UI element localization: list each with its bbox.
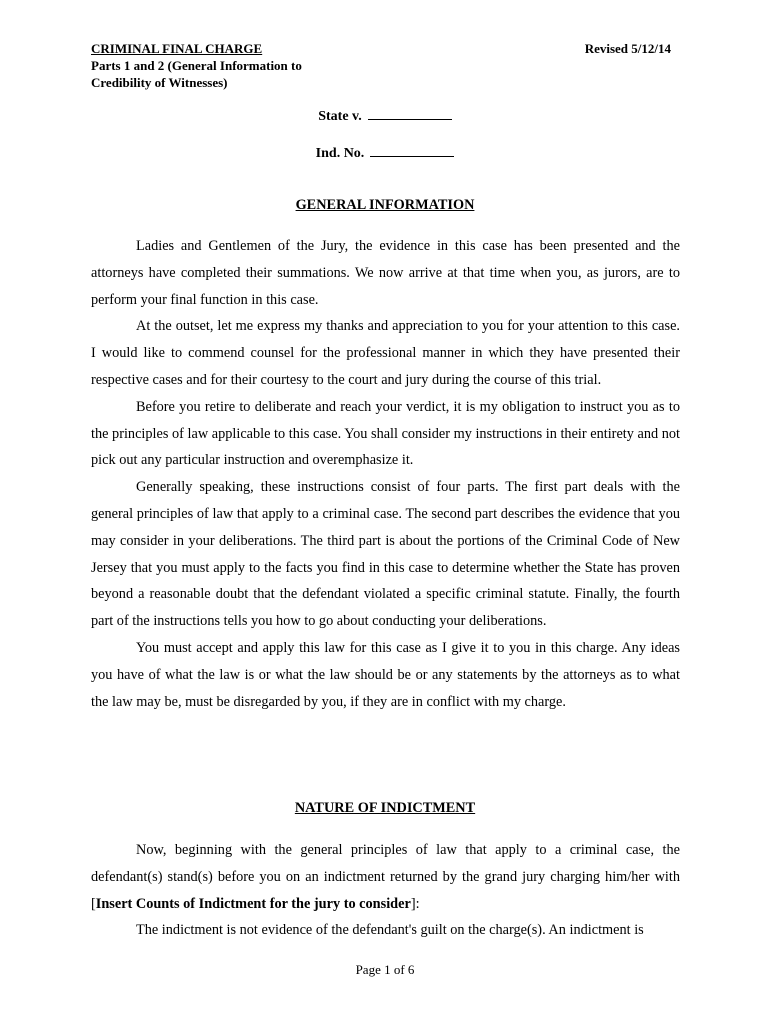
state-label: State v. <box>318 109 362 124</box>
ind-no-blank-line <box>370 144 454 157</box>
document-header <box>91 40 671 91</box>
paragraph: At the outset, let me express my thanks and appreciation to you for your attention to this case. I would like to commend counsel for the professional manner in which they have presented their respective cases and for their courtesy to the court and jury during the course of this trial. <box>91 318 680 388</box>
paragraph-text: Now, beginning with the general principles of law that apply to a criminal case, the defendant(s) stand(s) before you on an indictment returned by the grand jury charging him/her with [ <box>91 842 680 912</box>
revised-date: Revised 5/12/14 <box>584 41 671 56</box>
charge-subtitle-line-1: Parts 1 and 2 (General Information to <box>91 58 302 73</box>
paragraph: Generally speaking, these instructions consist of four parts. The first part deals with the general principles of law that apply to a criminal case. The second part describes the evidence that you may consider in your deliberations. The third part is about the portions of the Criminal Code of New Jersey that you must apply to the facts you find in this case to determine whether the State has proven beyond a reasonable doubt that the defendant violated a specific criminal statute. Finally, the fourth part of the instructions tells you how to go about conducting your deliberations. <box>91 479 680 630</box>
paragraph: Ladies and Gentlemen of the Jury, the evidence in this case has been presented and the attorneys have completed their summations. We now arrive at that time when you, as jurors, are to perform your final function in this case. <box>91 238 680 308</box>
paragraph <box>91 837 680 917</box>
nature-of-indictment-body <box>91 837 680 944</box>
indictment-number-caption <box>0 144 770 162</box>
ind-no-label: Ind. No. <box>315 146 365 161</box>
paragraph-end: ]: <box>410 895 420 912</box>
insert-counts-placeholder: Insert Counts of Indictment for the jury to consider <box>95 895 411 912</box>
paragraph: Before you retire to deliberate and reach your verdict, it is my obligation to instruct you as to the principles of law applicable to this case. You shall consider my instructions in their entirety and not pick out any particular instruction and overemphasize it. <box>91 398 680 469</box>
state-blank-line <box>368 107 452 120</box>
general-information-heading: GENERAL INFORMATION <box>295 197 475 213</box>
page-number: Page 1 of 6 <box>355 962 415 977</box>
state-caption <box>0 107 770 125</box>
paragraph: You must accept and apply this law for this case as I give it to you in this charge. Any ideas you have of what the law is or what the law should be or any statements by the attorneys as to what the law may be, must be disregarded by you, if they are in conflict with my charge. <box>91 639 680 710</box>
general-information-body <box>91 233 680 715</box>
charge-subtitle-line-2: Credibility of Witnesses) <box>91 75 228 90</box>
charge-title: CRIMINAL FINAL CHARGE <box>91 41 263 56</box>
nature-of-indictment-heading: NATURE OF INDICTMENT <box>294 800 476 816</box>
paragraph: The indictment is not evidence of the defendant's guilt on the charge(s). An indictment is <box>136 922 644 939</box>
